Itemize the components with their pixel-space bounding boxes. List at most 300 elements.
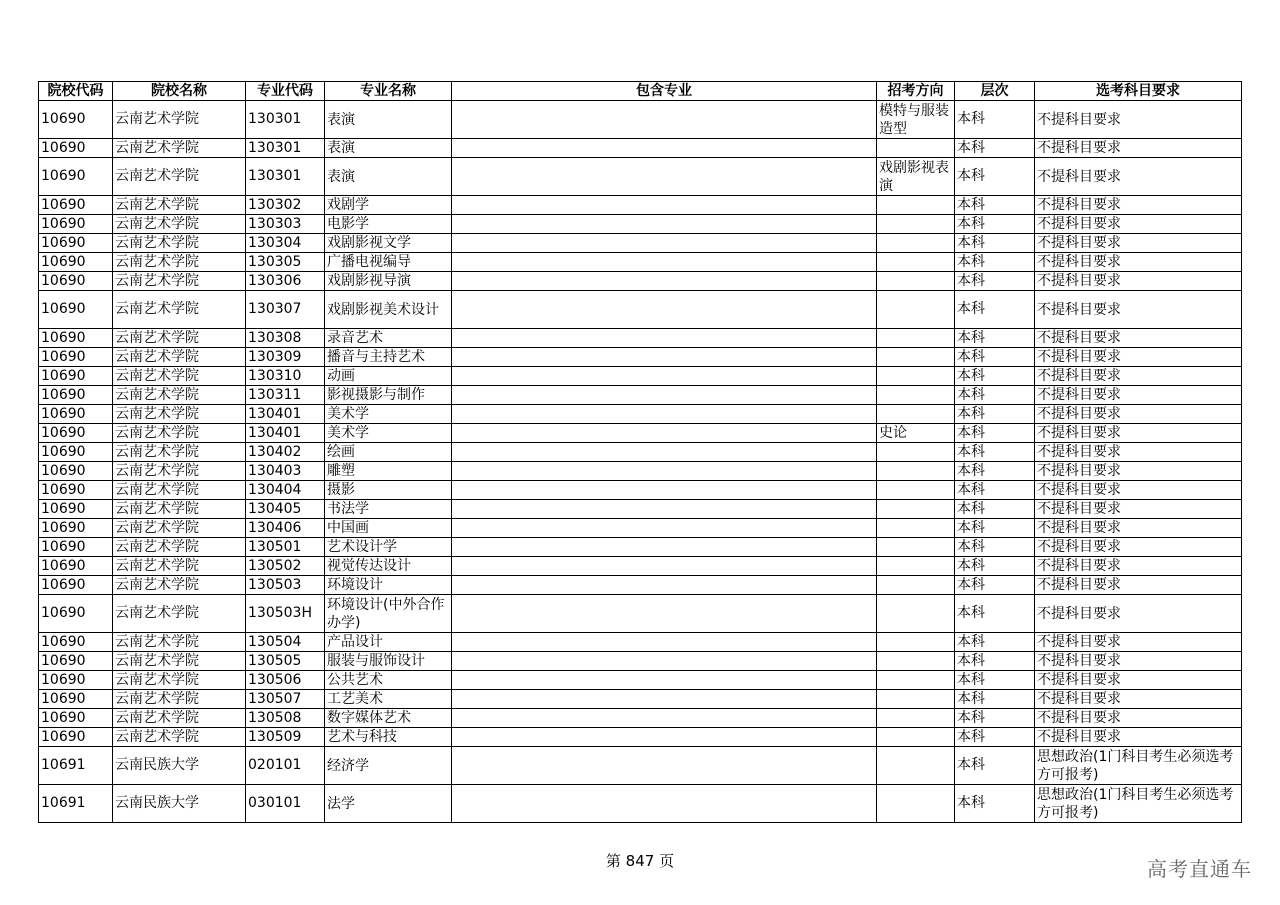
cell-school-code: 10690: [39, 576, 113, 595]
page-number: 第 847 页: [605, 852, 675, 870]
cell-school-name: 云南艺术学院: [113, 481, 246, 500]
cell-major-name: 环境设计: [325, 576, 452, 595]
cell-major-name: 雕塑: [325, 462, 452, 481]
cell-direction: [877, 272, 955, 291]
cell-major-name: 艺术与科技: [325, 728, 452, 747]
header-school-name: 院校名称: [113, 82, 246, 101]
header-level: 层次: [955, 82, 1035, 101]
cell-major-code: 130503H: [246, 595, 325, 633]
cell-includes: [452, 462, 877, 481]
cell-school-code: 10690: [39, 462, 113, 481]
header-row: [39, 82, 1242, 101]
cell-level: 本科: [955, 519, 1035, 538]
cell-major-name: 美术学: [325, 405, 452, 424]
cell-major-code: 130303: [246, 215, 325, 234]
cell-school-code: 10690: [39, 272, 113, 291]
cell-major-name: 表演: [325, 158, 452, 196]
cell-school-code: 10690: [39, 671, 113, 690]
table-row: [39, 215, 1242, 234]
cell-includes: [452, 576, 877, 595]
cell-subject-req: 不提科目要求: [1035, 196, 1242, 215]
table-row: [39, 728, 1242, 747]
cell-school-code: 10690: [39, 329, 113, 348]
cell-school-name: 云南艺术学院: [113, 329, 246, 348]
cell-school-code: 10690: [39, 595, 113, 633]
cell-level: 本科: [955, 747, 1035, 785]
cell-level: 本科: [955, 595, 1035, 633]
table-row: [39, 671, 1242, 690]
cell-major-name: 戏剧影视导演: [325, 272, 452, 291]
cell-subject-req: 不提科目要求: [1035, 101, 1242, 139]
cell-school-name: 云南艺术学院: [113, 272, 246, 291]
cell-school-name: 云南艺术学院: [113, 215, 246, 234]
cell-school-name: 云南艺术学院: [113, 633, 246, 652]
cell-includes: [452, 500, 877, 519]
cell-major-name: 环境设计(中外合作办学): [325, 595, 452, 633]
cell-subject-req: 不提科目要求: [1035, 234, 1242, 253]
cell-major-name: 美术学: [325, 424, 452, 443]
cell-subject-req: 不提科目要求: [1035, 538, 1242, 557]
cell-major-name: 摄影: [325, 481, 452, 500]
cell-direction: [877, 500, 955, 519]
cell-includes: [452, 443, 877, 462]
header-major-code: 专业代码: [246, 82, 325, 101]
cell-major-code: 130506: [246, 671, 325, 690]
cell-major-code: 130509: [246, 728, 325, 747]
cell-includes: [452, 139, 877, 158]
cell-level: 本科: [955, 443, 1035, 462]
cell-major-code: 130502: [246, 557, 325, 576]
cell-includes: [452, 101, 877, 139]
cell-major-code: 130310: [246, 367, 325, 386]
cell-direction: [877, 329, 955, 348]
cell-school-name: 云南艺术学院: [113, 709, 246, 728]
cell-direction: 戏剧影视表演: [877, 158, 955, 196]
cell-major-name: 广播电视编导: [325, 253, 452, 272]
cell-level: 本科: [955, 538, 1035, 557]
table-row: [39, 272, 1242, 291]
cell-school-code: 10690: [39, 443, 113, 462]
cell-level: 本科: [955, 386, 1035, 405]
cell-major-code: 130311: [246, 386, 325, 405]
cell-direction: [877, 633, 955, 652]
cell-direction: [877, 690, 955, 709]
header-direction: 招考方向: [877, 82, 955, 101]
cell-school-name: 云南艺术学院: [113, 158, 246, 196]
cell-direction: [877, 386, 955, 405]
header-includes: 包含专业: [452, 82, 877, 101]
cell-subject-req: 思想政治(1门科目考生必须选考方可报考): [1035, 785, 1242, 823]
cell-subject-req: 不提科目要求: [1035, 329, 1242, 348]
cell-direction: [877, 557, 955, 576]
cell-major-name: 绘画: [325, 443, 452, 462]
cell-major-code: 130401: [246, 405, 325, 424]
table-row: [39, 329, 1242, 348]
cell-school-name: 云南艺术学院: [113, 538, 246, 557]
cell-level: 本科: [955, 196, 1035, 215]
cell-school-name: 云南艺术学院: [113, 690, 246, 709]
cell-direction: [877, 462, 955, 481]
cell-includes: [452, 234, 877, 253]
cell-level: 本科: [955, 253, 1035, 272]
cell-includes: [452, 348, 877, 367]
cell-subject-req: 不提科目要求: [1035, 690, 1242, 709]
cell-major-code: 130302: [246, 196, 325, 215]
cell-school-code: 10690: [39, 196, 113, 215]
cell-level: 本科: [955, 671, 1035, 690]
cell-direction: [877, 443, 955, 462]
cell-includes: [452, 291, 877, 329]
cell-major-code: 030101: [246, 785, 325, 823]
cell-major-code: 130307: [246, 291, 325, 329]
watermark: 高考直通车: [1147, 857, 1252, 881]
cell-includes: [452, 747, 877, 785]
header-major-name: 专业名称: [325, 82, 452, 101]
cell-includes: [452, 557, 877, 576]
table-row: [39, 481, 1242, 500]
cell-school-name: 云南艺术学院: [113, 367, 246, 386]
table-row: [39, 500, 1242, 519]
cell-direction: [877, 709, 955, 728]
table-row: [39, 139, 1242, 158]
cell-school-name: 云南艺术学院: [113, 139, 246, 158]
cell-direction: [877, 253, 955, 272]
cell-school-name: 云南艺术学院: [113, 652, 246, 671]
cell-direction: [877, 576, 955, 595]
table-row: [39, 291, 1242, 329]
cell-school-code: 10690: [39, 690, 113, 709]
cell-level: 本科: [955, 234, 1035, 253]
cell-major-code: 130305: [246, 253, 325, 272]
cell-school-name: 云南艺术学院: [113, 348, 246, 367]
cell-includes: [452, 690, 877, 709]
cell-major-code: 130406: [246, 519, 325, 538]
cell-school-code: 10690: [39, 633, 113, 652]
cell-school-name: 云南艺术学院: [113, 196, 246, 215]
cell-major-code: 130301: [246, 158, 325, 196]
table-row: [39, 557, 1242, 576]
cell-school-name: 云南艺术学院: [113, 386, 246, 405]
cell-school-code: 10690: [39, 557, 113, 576]
cell-subject-req: 不提科目要求: [1035, 139, 1242, 158]
cell-level: 本科: [955, 215, 1035, 234]
table-row: [39, 576, 1242, 595]
table-row: [39, 253, 1242, 272]
cell-subject-req: 不提科目要求: [1035, 462, 1242, 481]
cell-major-name: 服装与服饰设计: [325, 652, 452, 671]
cell-major-name: 艺术设计学: [325, 538, 452, 557]
table-row: [39, 386, 1242, 405]
cell-level: 本科: [955, 272, 1035, 291]
cell-major-name: 视觉传达设计: [325, 557, 452, 576]
cell-direction: [877, 519, 955, 538]
cell-includes: [452, 633, 877, 652]
cell-school-name: 云南艺术学院: [113, 424, 246, 443]
cell-level: 本科: [955, 158, 1035, 196]
cell-school-code: 10690: [39, 101, 113, 139]
cell-subject-req: 不提科目要求: [1035, 557, 1242, 576]
cell-level: 本科: [955, 652, 1035, 671]
cell-school-code: 10690: [39, 709, 113, 728]
cell-major-code: 130403: [246, 462, 325, 481]
cell-subject-req: 不提科目要求: [1035, 443, 1242, 462]
cell-major-name: 表演: [325, 101, 452, 139]
cell-subject-req: 不提科目要求: [1035, 652, 1242, 671]
cell-subject-req: 思想政治(1门科目考生必须选考方可报考): [1035, 747, 1242, 785]
cell-includes: [452, 671, 877, 690]
cell-school-code: 10690: [39, 405, 113, 424]
cell-school-name: 云南艺术学院: [113, 595, 246, 633]
table-row: [39, 158, 1242, 196]
cell-subject-req: 不提科目要求: [1035, 519, 1242, 538]
cell-school-name: 云南艺术学院: [113, 671, 246, 690]
cell-major-name: 数字媒体艺术: [325, 709, 452, 728]
cell-major-name: 表演: [325, 139, 452, 158]
table-row: [39, 196, 1242, 215]
cell-major-code: 130504: [246, 633, 325, 652]
cell-major-name: 法学: [325, 785, 452, 823]
cell-subject-req: 不提科目要求: [1035, 272, 1242, 291]
cell-subject-req: 不提科目要求: [1035, 500, 1242, 519]
cell-includes: [452, 215, 877, 234]
cell-major-name: 书法学: [325, 500, 452, 519]
table-row: [39, 367, 1242, 386]
cell-level: 本科: [955, 462, 1035, 481]
cell-school-name: 云南艺术学院: [113, 576, 246, 595]
cell-subject-req: 不提科目要求: [1035, 253, 1242, 272]
cell-level: 本科: [955, 424, 1035, 443]
cell-major-code: 130402: [246, 443, 325, 462]
cell-level: 本科: [955, 785, 1035, 823]
cell-school-code: 10691: [39, 785, 113, 823]
cell-level: 本科: [955, 728, 1035, 747]
cell-level: 本科: [955, 329, 1035, 348]
cell-direction: 模特与服装造型: [877, 101, 955, 139]
cell-school-code: 10690: [39, 500, 113, 519]
cell-major-name: 电影学: [325, 215, 452, 234]
cell-direction: [877, 139, 955, 158]
cell-direction: [877, 671, 955, 690]
cell-level: 本科: [955, 348, 1035, 367]
cell-level: 本科: [955, 405, 1035, 424]
cell-major-name: 播音与主持艺术: [325, 348, 452, 367]
cell-subject-req: 不提科目要求: [1035, 424, 1242, 443]
cell-includes: [452, 709, 877, 728]
cell-school-name: 云南艺术学院: [113, 291, 246, 329]
cell-major-code: 130306: [246, 272, 325, 291]
table-row: [39, 633, 1242, 652]
cell-level: 本科: [955, 139, 1035, 158]
cell-subject-req: 不提科目要求: [1035, 367, 1242, 386]
cell-direction: [877, 291, 955, 329]
cell-level: 本科: [955, 690, 1035, 709]
header-subject-req: 选考科目要求: [1035, 82, 1242, 101]
cell-school-code: 10690: [39, 519, 113, 538]
cell-major-name: 动画: [325, 367, 452, 386]
cell-major-code: 130401: [246, 424, 325, 443]
table-row: [39, 519, 1242, 538]
cell-includes: [452, 367, 877, 386]
table-row: [39, 234, 1242, 253]
cell-level: 本科: [955, 367, 1035, 386]
cell-subject-req: 不提科目要求: [1035, 215, 1242, 234]
cell-major-name: 工艺美术: [325, 690, 452, 709]
cell-direction: [877, 728, 955, 747]
cell-major-code: 130308: [246, 329, 325, 348]
cell-direction: [877, 785, 955, 823]
cell-level: 本科: [955, 481, 1035, 500]
cell-school-name: 云南艺术学院: [113, 101, 246, 139]
cell-major-name: 产品设计: [325, 633, 452, 652]
cell-school-code: 10690: [39, 253, 113, 272]
table-row: [39, 443, 1242, 462]
cell-major-code: 130405: [246, 500, 325, 519]
cell-school-name: 云南艺术学院: [113, 253, 246, 272]
cell-school-name: 云南艺术学院: [113, 557, 246, 576]
cell-subject-req: 不提科目要求: [1035, 405, 1242, 424]
cell-includes: [452, 481, 877, 500]
table-row: [39, 538, 1242, 557]
table-row: [39, 462, 1242, 481]
table-row: [39, 747, 1242, 785]
table-row: [39, 424, 1242, 443]
cell-school-name: 云南艺术学院: [113, 500, 246, 519]
cell-subject-req: 不提科目要求: [1035, 709, 1242, 728]
table-row: [39, 690, 1242, 709]
cell-subject-req: 不提科目要求: [1035, 348, 1242, 367]
cell-major-name: 戏剧影视美术设计: [325, 291, 452, 329]
cell-school-code: 10690: [39, 215, 113, 234]
table-row: [39, 348, 1242, 367]
cell-school-code: 10690: [39, 481, 113, 500]
cell-major-code: 130301: [246, 139, 325, 158]
table-row: [39, 652, 1242, 671]
cell-direction: 史论: [877, 424, 955, 443]
cell-subject-req: 不提科目要求: [1035, 386, 1242, 405]
cell-level: 本科: [955, 709, 1035, 728]
cell-major-code: 020101: [246, 747, 325, 785]
cell-direction: [877, 595, 955, 633]
cell-school-code: 10690: [39, 367, 113, 386]
cell-major-name: 中国画: [325, 519, 452, 538]
cell-includes: [452, 652, 877, 671]
cell-subject-req: 不提科目要求: [1035, 595, 1242, 633]
cell-school-code: 10690: [39, 158, 113, 196]
cell-major-name: 公共艺术: [325, 671, 452, 690]
cell-direction: [877, 538, 955, 557]
cell-school-code: 10690: [39, 348, 113, 367]
cell-direction: [877, 234, 955, 253]
cell-school-code: 10690: [39, 652, 113, 671]
header-school-code: 院校代码: [39, 82, 113, 101]
cell-includes: [452, 272, 877, 291]
cell-school-code: 10690: [39, 291, 113, 329]
cell-major-name: 戏剧影视文学: [325, 234, 452, 253]
cell-school-name: 云南民族大学: [113, 747, 246, 785]
cell-school-code: 10690: [39, 728, 113, 747]
table-row: [39, 405, 1242, 424]
cell-direction: [877, 747, 955, 785]
cell-subject-req: 不提科目要求: [1035, 158, 1242, 196]
cell-level: 本科: [955, 101, 1035, 139]
cell-school-code: 10690: [39, 139, 113, 158]
cell-direction: [877, 196, 955, 215]
cell-direction: [877, 652, 955, 671]
cell-major-code: 130404: [246, 481, 325, 500]
cell-includes: [452, 386, 877, 405]
table-row: [39, 101, 1242, 139]
cell-major-name: 经济学: [325, 747, 452, 785]
cell-school-code: 10690: [39, 234, 113, 253]
cell-major-name: 录音艺术: [325, 329, 452, 348]
cell-level: 本科: [955, 576, 1035, 595]
table-row: [39, 785, 1242, 823]
cell-direction: [877, 348, 955, 367]
cell-school-code: 10691: [39, 747, 113, 785]
cell-school-code: 10690: [39, 424, 113, 443]
cell-major-name: 戏剧学: [325, 196, 452, 215]
cell-includes: [452, 595, 877, 633]
cell-includes: [452, 728, 877, 747]
cell-school-name: 云南艺术学院: [113, 462, 246, 481]
cell-subject-req: 不提科目要求: [1035, 633, 1242, 652]
cell-school-name: 云南艺术学院: [113, 519, 246, 538]
cell-major-code: 130309: [246, 348, 325, 367]
cell-major-code: 130507: [246, 690, 325, 709]
cell-includes: [452, 538, 877, 557]
cell-school-name: 云南艺术学院: [113, 443, 246, 462]
cell-level: 本科: [955, 291, 1035, 329]
cell-includes: [452, 424, 877, 443]
cell-level: 本科: [955, 557, 1035, 576]
cell-includes: [452, 158, 877, 196]
cell-school-name: 云南艺术学院: [113, 405, 246, 424]
cell-includes: [452, 519, 877, 538]
cell-major-code: 130301: [246, 101, 325, 139]
cell-school-code: 10690: [39, 386, 113, 405]
cell-major-code: 130501: [246, 538, 325, 557]
cell-includes: [452, 329, 877, 348]
admission-table: [38, 81, 1242, 823]
cell-subject-req: 不提科目要求: [1035, 576, 1242, 595]
cell-major-code: 130508: [246, 709, 325, 728]
cell-direction: [877, 405, 955, 424]
table-row: [39, 595, 1242, 633]
cell-school-code: 10690: [39, 538, 113, 557]
table-row: [39, 709, 1242, 728]
cell-school-name: 云南民族大学: [113, 785, 246, 823]
cell-subject-req: 不提科目要求: [1035, 291, 1242, 329]
cell-direction: [877, 367, 955, 386]
cell-major-code: 130505: [246, 652, 325, 671]
cell-includes: [452, 253, 877, 272]
cell-subject-req: 不提科目要求: [1035, 481, 1242, 500]
cell-level: 本科: [955, 500, 1035, 519]
cell-direction: [877, 481, 955, 500]
cell-level: 本科: [955, 633, 1035, 652]
cell-school-name: 云南艺术学院: [113, 728, 246, 747]
cell-includes: [452, 785, 877, 823]
cell-includes: [452, 196, 877, 215]
cell-subject-req: 不提科目要求: [1035, 671, 1242, 690]
cell-major-code: 130503: [246, 576, 325, 595]
cell-subject-req: 不提科目要求: [1035, 728, 1242, 747]
cell-major-code: 130304: [246, 234, 325, 253]
cell-includes: [452, 405, 877, 424]
cell-school-name: 云南艺术学院: [113, 234, 246, 253]
cell-major-name: 影视摄影与制作: [325, 386, 452, 405]
cell-direction: [877, 215, 955, 234]
